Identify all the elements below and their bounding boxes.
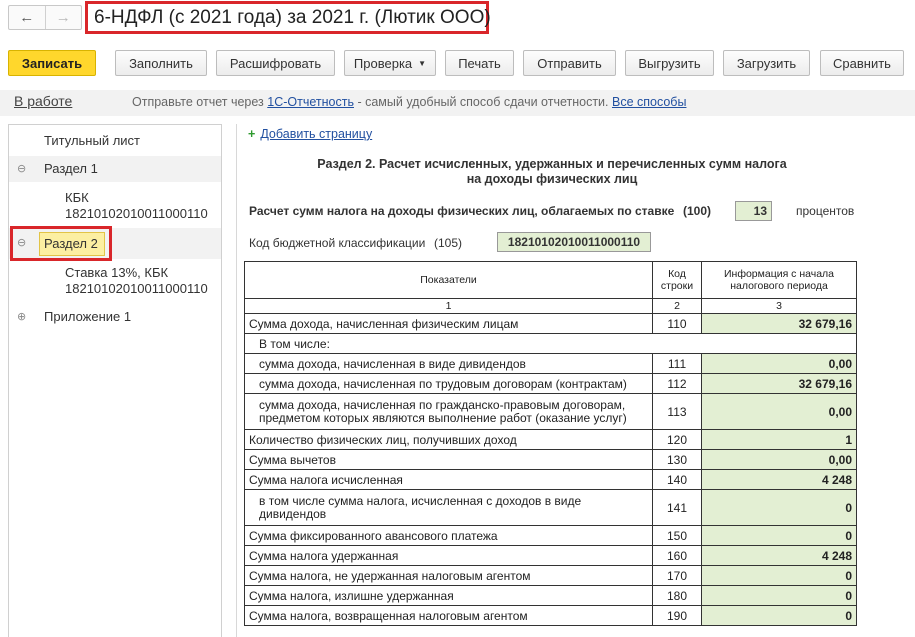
rate-unit: процентов (796, 204, 855, 218)
column-number: 2 (653, 299, 702, 314)
forward-button[interactable] (46, 6, 82, 29)
row-value[interactable]: 32 679,16 (702, 314, 857, 334)
add-page-link[interactable] (248, 127, 372, 141)
sidebar-subitem-line1: Ставка 13%, КБК (65, 265, 169, 280)
section2-table (244, 261, 857, 626)
row-code: 140 (653, 470, 702, 490)
forward-arrow-icon: → (55, 9, 71, 26)
table-row (245, 374, 857, 394)
import-button[interactable]: Загрузить (723, 50, 810, 76)
row-value[interactable]: 4 248 (702, 470, 857, 490)
table-row (245, 394, 857, 430)
table-header-row (245, 262, 857, 299)
info-message (132, 95, 686, 109)
row-label: Сумма налога удержанная (245, 546, 653, 566)
send-button[interactable]: Отправить (523, 50, 616, 76)
row-code: 110 (653, 314, 702, 334)
table-row (245, 314, 857, 334)
print-button[interactable]: Печать (445, 50, 514, 76)
section-heading-line1: Раздел 2. Расчет исчисленных, удержанных и перечисленных сумм налога (317, 157, 787, 171)
sidebar-subitem-line2: 18210102010011000110 (65, 281, 208, 296)
table-row (245, 526, 857, 546)
sidebar-item-label: Приложение 1 (44, 309, 132, 324)
row-value[interactable]: 32 679,16 (702, 374, 857, 394)
rate-field[interactable]: 13 (735, 201, 772, 221)
row-label: Сумма фиксированного авансового платежа (245, 526, 653, 546)
table-row (245, 566, 857, 586)
row-label: Сумма дохода, начисленная физическим лицам (245, 314, 653, 334)
row-value[interactable]: 0 (702, 606, 857, 626)
decode-button[interactable]: Расшифровать (216, 50, 335, 76)
back-arrow-icon: ← (19, 9, 35, 26)
row-label: сумма дохода, начисленная по трудовым договорам (контрактам) (245, 374, 653, 394)
row-code: 150 (653, 526, 702, 546)
row-label: Сумма налога исчисленная (245, 470, 653, 490)
row-code: 160 (653, 546, 702, 566)
row-code: 190 (653, 606, 702, 626)
kbk-code: (105) (434, 236, 463, 250)
collapse-icon[interactable]: ⊖ (17, 163, 27, 175)
row-value[interactable]: 0,00 (702, 450, 857, 470)
sidebar-item-section2-label: Раздел 2 (44, 236, 98, 251)
check-dropdown-button[interactable] (344, 50, 436, 76)
title-bar (0, 0, 915, 38)
1c-reporting-link[interactable]: 1С-Отчетность (267, 95, 354, 109)
table-row (245, 334, 857, 354)
row-value[interactable]: 4 248 (702, 546, 857, 566)
row-label: сумма дохода, начисленная в виде дивидендов (245, 354, 653, 374)
check-button-label: Проверка (353, 55, 413, 71)
column-number: 1 (245, 299, 653, 314)
row-code: 113 (653, 394, 702, 430)
sidebar-item-appendix1[interactable] (9, 307, 221, 329)
row-code: 111 (653, 354, 702, 374)
row-label: сумма дохода, начисленная по гражданско-правовым договорам, предметом которых являются выполнение работ (оказание услуг) (245, 394, 653, 430)
section-heading-line2: на доходы физических лиц (466, 172, 638, 186)
section-heading (282, 157, 822, 187)
row-value[interactable]: 0,00 (702, 394, 857, 430)
expand-icon[interactable]: ⊕ (17, 311, 27, 323)
table-row (245, 546, 857, 566)
sidebar-item-section1[interactable] (9, 156, 221, 182)
sidebar-item-section2-rate[interactable] (9, 263, 221, 299)
table-numbering-row (245, 299, 857, 314)
export-button[interactable]: Выгрузить (625, 50, 714, 76)
add-page-label: Добавить страницу (260, 127, 373, 141)
table-row (245, 354, 857, 374)
header-period-info (702, 262, 857, 299)
content-divider (236, 124, 237, 637)
table-row (245, 450, 857, 470)
header-code-line2: строки (660, 280, 694, 292)
table-row (245, 606, 857, 626)
table-row (245, 430, 857, 450)
info-text-after: - самый удобный способ сдачи отчетности. (353, 95, 612, 109)
sidebar-item-section1-kbk[interactable] (9, 188, 221, 222)
fill-button[interactable]: Заполнить (115, 50, 207, 76)
row-value[interactable]: 0 (702, 566, 857, 586)
row-value[interactable]: 0 (702, 490, 857, 526)
plus-icon: + (248, 127, 256, 141)
all-methods-link[interactable]: Все способы (611, 95, 687, 109)
row-code: 141 (653, 490, 702, 526)
window-title: 6-НДФЛ (с 2021 года) за 2021 г. (Лютик ООО) (85, 1, 489, 34)
table-row (245, 470, 857, 490)
collapse-icon[interactable]: ⊖ (17, 237, 27, 249)
row-code: 180 (653, 586, 702, 606)
header-indicators: Показатели (245, 262, 653, 299)
row-label: Сумма вычетов (245, 450, 653, 470)
row-value[interactable]: 0,00 (702, 354, 857, 374)
row-label: Сумма налога, излишне удержанная (245, 586, 653, 606)
row-label: В том числе: (245, 334, 857, 354)
info-text-before: Отправьте отчет через (132, 95, 268, 109)
row-label: Сумма налога, не удержанная налоговым агентом (245, 566, 653, 586)
row-code: 120 (653, 430, 702, 450)
column-number: 3 (702, 299, 857, 314)
row-value[interactable]: 1 (702, 430, 857, 450)
info-line (0, 90, 915, 116)
dropdown-caret-icon: ▼ (418, 58, 427, 68)
kbk-label: Код бюджетной классификации (249, 236, 426, 250)
sidebar-subitem-line2: 18210102010011000110 (65, 206, 208, 221)
rate-code: (100) (683, 204, 712, 218)
table-row (245, 490, 857, 526)
compare-button[interactable]: Сравнить (820, 50, 904, 76)
sidebar-item-label: Раздел 1 (44, 161, 98, 176)
kbk-field[interactable]: 18210102010011000110 (497, 232, 651, 252)
sidebar-subitem-line1: КБК (65, 190, 89, 205)
header-info-line1: Информация с начала (723, 268, 835, 280)
header-code-line1: Код (668, 268, 686, 280)
row-code: 170 (653, 566, 702, 586)
row-label: Количество физических лиц, получивших доход (245, 430, 653, 450)
row-value[interactable]: 0 (702, 526, 857, 546)
header-info-line2: налогового периода (730, 280, 828, 292)
save-button[interactable]: Записать (8, 50, 96, 76)
sidebar-item-label: Титульный лист (44, 133, 141, 148)
header-line-code (653, 262, 702, 299)
row-label: Сумма налога, возвращенная налоговым агентом (245, 606, 653, 626)
sections-sidebar (8, 124, 222, 637)
toolbar (0, 50, 915, 78)
row-code: 112 (653, 374, 702, 394)
status-link[interactable]: В работе (14, 93, 73, 109)
back-button[interactable] (9, 6, 46, 29)
row-label: в том числе сумма налога, исчисленная с доходов в виде дивидендов (245, 490, 653, 526)
row-code: 130 (653, 450, 702, 470)
navigation-buttons (8, 5, 82, 30)
rate-label: Расчет сумм налога на доходы физических лиц, облагаемых по ставке (249, 204, 675, 218)
table-row (245, 586, 857, 606)
row-value[interactable]: 0 (702, 586, 857, 606)
sidebar-item-title-page[interactable] (9, 130, 221, 152)
